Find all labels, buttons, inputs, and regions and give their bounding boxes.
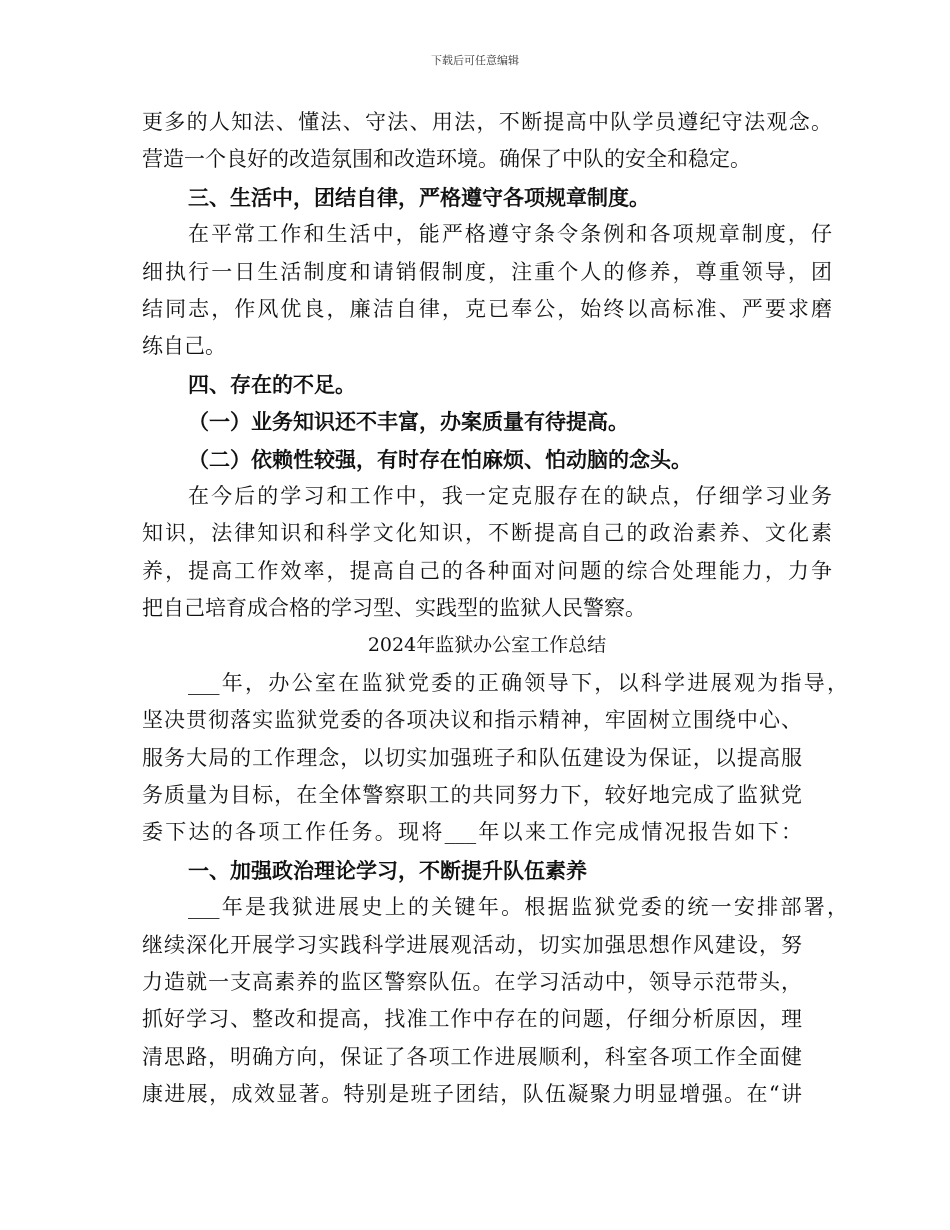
paragraph-line: 结同志，作风优良，廉洁自律，克已奉公，始终以高标准、严要求磨 bbox=[142, 296, 832, 321]
paragraph-line: 知识，法律知识和科学文化知识，不断提高自己的政治素养、文化素 bbox=[142, 521, 832, 546]
page-header: 下载后可任意编辑 bbox=[431, 54, 519, 67]
paragraph-line: 细执行一日生活制度和请销假制度，注重个人的修养，尊重领导，团 bbox=[142, 259, 832, 284]
paragraph-line: 务质量为目标，在全体警察职工的共同努力下，较好地完成了监狱党 bbox=[142, 783, 802, 808]
paragraph-line: 服务大局的工作理念，以切实加强班子和队伍建设为保证，以提高服 bbox=[142, 745, 802, 770]
paragraph-line: 委下达的各项工作任务。现将___年以来工作完成情况报告如下： bbox=[142, 820, 802, 845]
paragraph-line: 抓好学习、整改和提高，找准工作中存在的问题，仔细分析原因，理 bbox=[142, 1007, 802, 1032]
paragraph-line: ___年，办公室在监狱党委的正确领导下，以科学进展观为指导， bbox=[188, 670, 848, 695]
paragraph-line: 更多的人知法、懂法、守法、用法，不断提高中队学员遵纪守法观念。 bbox=[142, 110, 832, 134]
paragraph-line: 坚决贯彻落实监狱党委的各项决议和指示精神，牢固树立围绕中心、 bbox=[142, 708, 802, 733]
paragraph-line: ___年是我狱进展史上的关键年。根据监狱党委的统一安排部署， bbox=[188, 895, 848, 920]
subsection-heading: （二）依赖性较强，有时存在怕麻烦、怕动脑的念头。 bbox=[188, 446, 692, 472]
paragraph-line: 把自己培育成合格的学习型、实践型的监狱人民警察。 bbox=[142, 596, 646, 621]
paragraph-line: 养，提高工作效率，提高自己的各种面对问题的综合处理能力，力争 bbox=[142, 558, 832, 583]
paragraph-line: 练自己。 bbox=[142, 334, 226, 359]
document-title: 2024年监狱办公室工作总结 bbox=[367, 634, 607, 657]
paragraph-line: 清思路，明确方向，保证了各项工作进展顺利，科室各项工作全面健 bbox=[142, 1044, 802, 1069]
section-heading: 三、生活中，团结自律，严格遵守各项规章制度。 bbox=[188, 184, 650, 210]
document-body bbox=[142, 104, 848, 1114]
paragraph-line: 康进展，成效显著。特别是班子团结，队伍凝聚力明显增强。在“讲 bbox=[142, 1082, 802, 1107]
section-heading: 四、存在的不足。 bbox=[188, 371, 356, 397]
paragraph-line: 继续深化开展学习实践科学进展观活动，切实加强思想作风建设，努 bbox=[142, 932, 802, 957]
paragraph-line: 在今后的学习和工作中，我一定克服存在的缺点，仔细学习业务 bbox=[188, 483, 832, 508]
paragraph-line: 力造就一支高素养的监区警察队伍。在学习活动中，领导示范带头， bbox=[142, 969, 802, 994]
paragraph-line: 营造一个良好的改造氛围和改造环境。确保了中队的安全和稳定。 bbox=[142, 147, 751, 172]
subsection-heading: （一）业务知识还不丰富，办案质量有待提高。 bbox=[188, 409, 629, 435]
section-heading: 一、加强政治理论学习，不断提升队伍素养 bbox=[188, 857, 587, 883]
paragraph-line: 在平常工作和生活中，能严格遵守条令条例和各项规章制度，仔 bbox=[188, 222, 832, 247]
